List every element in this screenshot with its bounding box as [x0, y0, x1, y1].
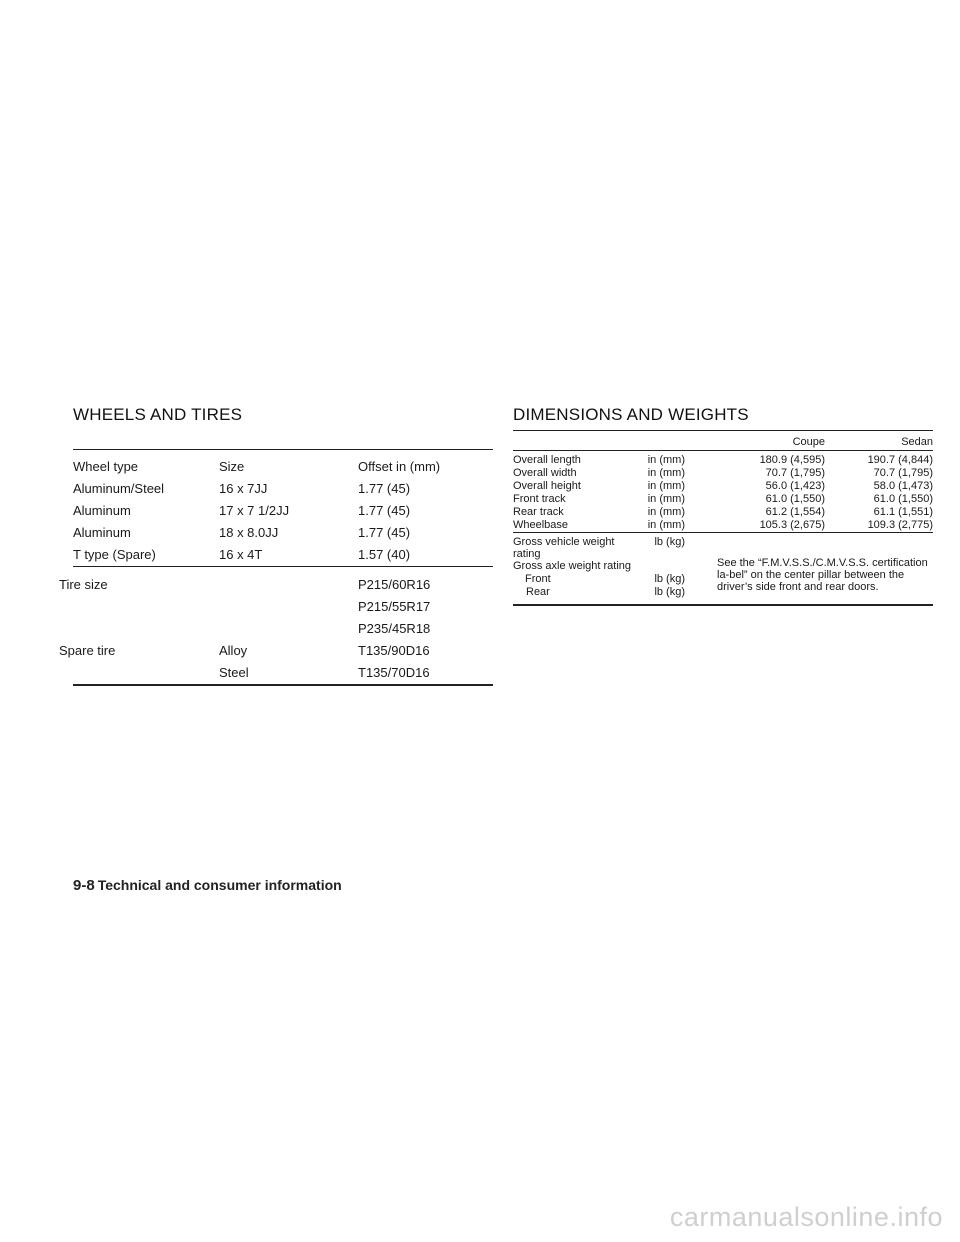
- dimension-label: Overall height: [513, 480, 581, 492]
- spare-size-cell: T135/90D16: [358, 643, 430, 658]
- dimension-unit: in (mm): [647, 493, 685, 505]
- sedan-value: 109.3 (2,775): [867, 519, 933, 531]
- sedan-value: 61.1 (1,551): [873, 506, 933, 518]
- dimension-unit: in (mm): [647, 454, 685, 466]
- dimension-label: Front track: [513, 493, 566, 505]
- dimension-label: Wheelbase: [513, 519, 569, 531]
- wheel-type-cell: Aluminum: [73, 525, 131, 540]
- table-row: [73, 522, 493, 544]
- table-row: [513, 519, 933, 532]
- tire-size-label: Tire size: [59, 577, 108, 592]
- spare-kind-cell: Steel: [219, 665, 249, 680]
- table-row: [73, 500, 493, 522]
- table-row: [513, 506, 933, 519]
- spare-size-cell: T135/70D16: [358, 665, 430, 680]
- table-bottom-rule: [73, 684, 493, 686]
- wheel-size-cell: 17 x 7 1/2JJ: [219, 503, 290, 518]
- table-row: [513, 467, 933, 480]
- coupe-value: 61.2 (1,554): [765, 506, 825, 518]
- page-number: 9-8: [73, 877, 95, 894]
- dimension-label: Overall length: [513, 454, 581, 466]
- spare-tire-label: Spare tire: [59, 643, 116, 658]
- wheels-tires-table: [59, 449, 493, 686]
- weights-section: [513, 536, 933, 599]
- dimension-unit: in (mm): [647, 467, 685, 479]
- gvwr-label: Gross vehicle weight: [513, 536, 615, 548]
- wheel-type-cell: T type (Spare): [73, 547, 156, 562]
- front-axle-unit: lb (kg): [654, 573, 685, 585]
- coupe-value: 70.7 (1,795): [765, 467, 825, 479]
- dimension-label: Rear track: [513, 506, 564, 518]
- wheel-offset-cell: 1.57 (40): [358, 547, 411, 562]
- dimensions-weights-heading: DIMENSIONS AND WEIGHTS: [513, 405, 749, 424]
- table-row: [73, 618, 493, 640]
- section-title: Technical and consumer information: [97, 877, 342, 893]
- table-row: [59, 574, 493, 596]
- rear-axle-label: Rear: [526, 586, 550, 598]
- dimensions-weights-table: [513, 430, 933, 606]
- tire-size-cell: P215/60R16: [358, 577, 431, 592]
- wheel-offset-cell: 1.77 (45): [358, 525, 411, 540]
- gvwr-label-cont: rating: [513, 548, 541, 560]
- gawr-label: Gross axle weight rating: [513, 560, 631, 572]
- page-footer: [73, 877, 342, 895]
- header-size: Size: [219, 459, 245, 474]
- table-row: [513, 480, 933, 493]
- table-header-row: [513, 435, 933, 450]
- header-wheel-type: Wheel type: [73, 459, 139, 474]
- coupe-value: 61.0 (1,550): [765, 493, 825, 505]
- wheel-type-cell: Aluminum: [73, 503, 131, 518]
- dimension-unit: in (mm): [647, 519, 685, 531]
- wheel-size-cell: 18 x 8.0JJ: [219, 525, 279, 540]
- wheel-offset-cell: 1.77 (45): [358, 503, 411, 518]
- tire-size-cell: P235/45R18: [358, 621, 431, 636]
- table-row: [513, 454, 933, 467]
- table-row: [73, 478, 493, 500]
- coupe-value: 105.3 (2,675): [759, 519, 825, 531]
- table-row: [73, 596, 493, 618]
- table-header-row: [73, 456, 493, 478]
- front-axle-label: Front: [525, 573, 551, 585]
- certification-label-note: See the “F.M.V.S.S./C.M.V.S.S. certification la-bel” on the center pillar between the driver’s side front and rear doors.: [717, 557, 928, 593]
- spare-kind-cell: Alloy: [219, 643, 248, 658]
- dimension-unit: in (mm): [647, 480, 685, 492]
- tire-size-cell: P215/55R17: [358, 599, 431, 614]
- table-row: [73, 662, 493, 684]
- table-bottom-rule: [513, 604, 933, 606]
- gvwr-unit: lb (kg): [654, 536, 685, 548]
- header-sedan: Sedan: [901, 436, 933, 448]
- sedan-value: 58.0 (1,473): [873, 480, 933, 492]
- wheels-tires-heading: WHEELS AND TIRES: [73, 405, 243, 424]
- table-row: [73, 544, 493, 566]
- rear-axle-unit: lb (kg): [654, 586, 685, 598]
- coupe-value: 56.0 (1,423): [765, 480, 825, 492]
- sedan-value: 61.0 (1,550): [873, 493, 933, 505]
- dimension-unit: in (mm): [647, 506, 685, 518]
- wheel-size-cell: 16 x 7JJ: [219, 481, 268, 496]
- wheel-offset-cell: 1.77 (45): [358, 481, 411, 496]
- sedan-value: 70.7 (1,795): [873, 467, 933, 479]
- coupe-value: 180.9 (4,595): [759, 454, 825, 466]
- header-coupe: Coupe: [792, 436, 825, 448]
- wheel-type-cell: Aluminum/Steel: [73, 481, 165, 496]
- header-offset: Offset in (mm): [358, 459, 441, 474]
- dimension-label: Overall width: [513, 467, 577, 479]
- site-watermark: carmanualsonline.info: [669, 1202, 943, 1232]
- table-row: [59, 640, 493, 662]
- table-row: [513, 536, 933, 549]
- table-row: [513, 493, 933, 506]
- sedan-value: 190.7 (4,844): [867, 454, 933, 466]
- wheel-size-cell: 16 x 4T: [219, 547, 263, 562]
